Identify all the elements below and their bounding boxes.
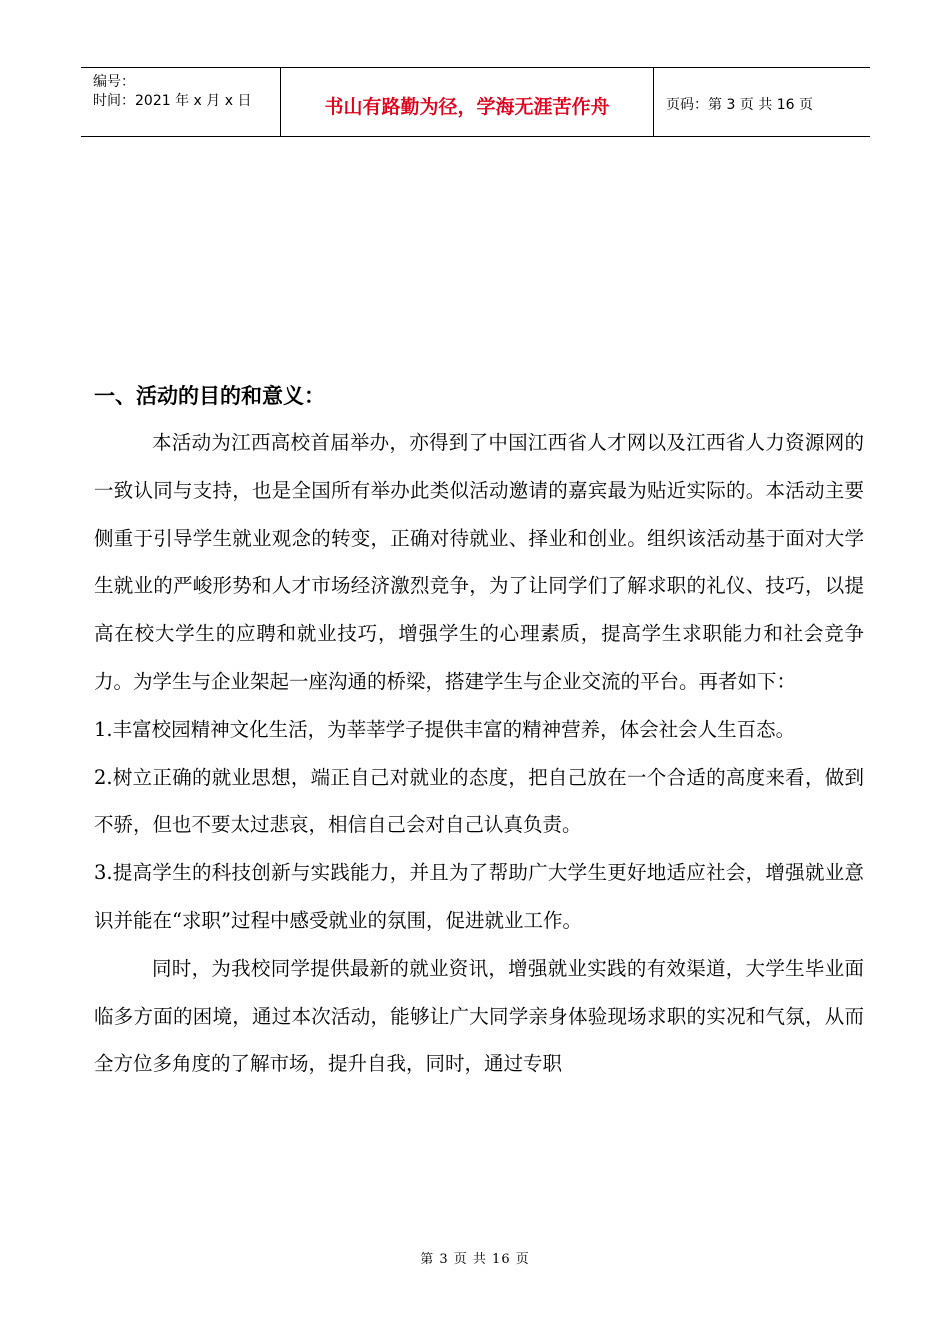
list-item-2: 2.树立正确的就业思想，端正自己对就业的态度，把自己放在一个合适的高度来看，做到不骄，但也不要太过悲哀，相信自己会对自己认真负责。 [94, 765, 864, 837]
page-footer: 第 3 页 共 16 页 [420, 1252, 530, 1267]
header-page-info: 页码：第 3 页 共 16 页 [666, 97, 813, 113]
paragraph-intro: 本活动为江西高校首届举办，亦得到了中国江西省人才网以及江西省人力资源网的一致认同与支持，也是全国所有举办此类似活动邀请的嘉宾最为贴近实际的。本活动主要侧重于引导学生就业观念的转变，正确对待就业、择业和创业。组织该活动基于面对大学生就业的严峻形势和人才市场经济激烈竞争，为了让同学们了解求职的礼仪、技巧，以提高在校大学生的应聘和就业技巧，增强学生的心理素质，提高学生求职能力和社会竞争力。为学生与企业架起一座沟通的桥梁，搭建学生与企业交流的平台。再者如下： [94, 431, 864, 693]
document-body [94, 373, 864, 1088]
header-meta [81, 68, 281, 136]
page-header [81, 67, 870, 137]
paragraph-continuation: 同时，为我校同学提供最新的就业资讯，增强就业实践的有效渠道，大学生毕业面临多方面的困境，通过本次活动，能够让广大同学亲身体验现场求职的实况和气氛，从而全方位多角度的了解市场，提升自我，同时，通过专职 [94, 956, 864, 1076]
header-motto: 书山有路勤为径，学海无涯苦作舟 [281, 68, 654, 136]
document-number-label: 编号： [93, 74, 135, 90]
list-item-1: 1.丰富校园精神文化生活，为莘莘学子提供丰富的精神营养，体会社会人生百态。 [94, 717, 796, 741]
section-title: 一、活动的目的和意义： [94, 384, 325, 408]
list-item-3: 3.提高学生的科技创新与实践能力，并且为了帮助广大学生更好地适应社会，增强就业意识并能在“求职”过程中感受就业的氛围，促进就业工作。 [94, 861, 864, 932]
document-date: 时间：2021 年 x 月 x 日 [93, 93, 252, 109]
